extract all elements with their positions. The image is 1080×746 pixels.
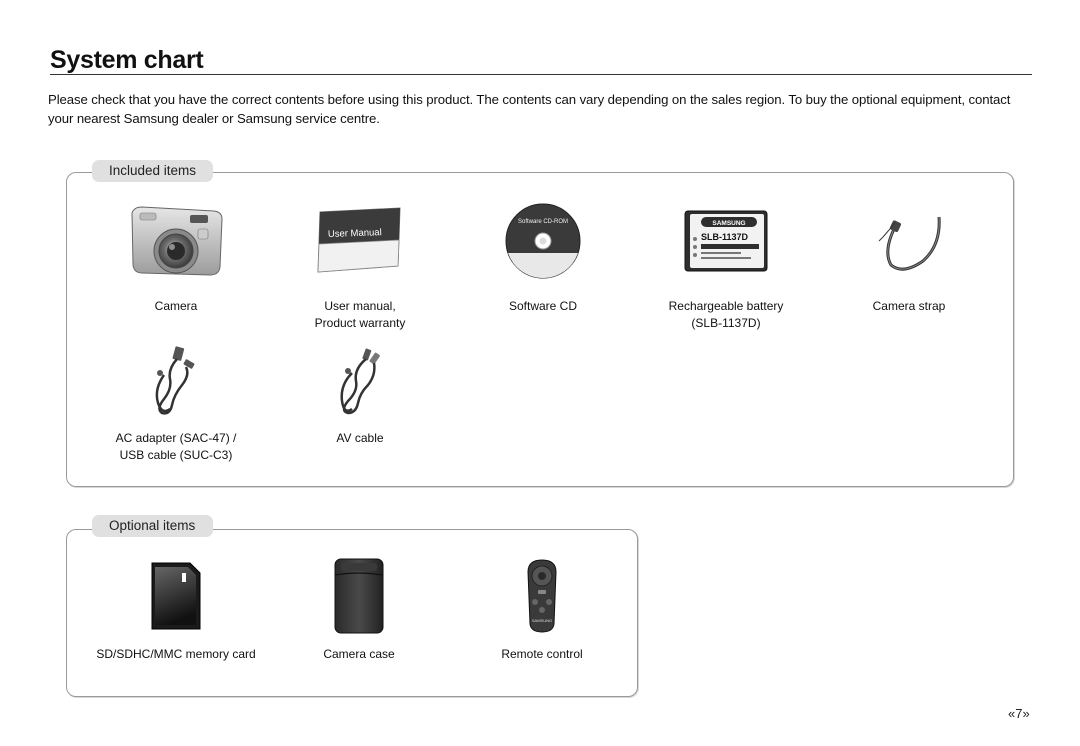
item-av-cable — [270, 345, 450, 447]
item-battery — [636, 198, 816, 332]
item-memory-card — [86, 556, 266, 663]
title-rule — [50, 74, 1032, 75]
item-caption: AV cable — [336, 431, 384, 445]
item-caption: SD/SDHC/MMC memory card — [96, 647, 256, 661]
intro-text: Please check that you have the correct contents before using this product. The contents can vary depending on the sales region. To buy the optional equipment, contact your nearest Samsung dealer or Samsung service centre. — [48, 92, 1011, 126]
camera-case-icon — [331, 557, 387, 635]
item-user-manual — [270, 198, 450, 332]
page-title: System chart — [50, 46, 204, 74]
item-software-cd — [453, 198, 633, 315]
item-caption-line2: Product warranty — [314, 316, 406, 330]
remote-brand-text: SAMSUNG — [531, 618, 553, 623]
software-cd-icon — [503, 201, 583, 281]
included-items-heading: Included items — [92, 160, 213, 182]
item-caption-line2: USB cable (SUC-C3) — [119, 448, 233, 462]
page-number: «7» — [1008, 706, 1030, 721]
item-caption: AC adapter (SAC-47) / — [115, 431, 237, 445]
remote-control-icon — [522, 558, 562, 634]
item-caption: Software CD — [508, 299, 578, 313]
item-caption: Remote control — [501, 647, 583, 661]
item-camera-strap — [819, 198, 999, 315]
item-caption: Camera strap — [872, 299, 946, 313]
item-remote-control — [452, 556, 632, 663]
user-manual-icon — [312, 206, 408, 276]
memory-card-icon — [146, 559, 206, 633]
cd-label-text: Software CD-ROM — [517, 219, 569, 225]
camera-strap-icon — [869, 201, 949, 281]
item-caption: Rechargeable battery — [668, 299, 784, 313]
item-caption: User manual, — [324, 299, 396, 313]
item-camera — [86, 198, 266, 315]
item-caption: Camera — [154, 299, 198, 313]
item-caption: Camera case — [323, 647, 395, 661]
usb-cable-icon — [146, 345, 206, 417]
item-caption-line2: (SLB-1137D) — [691, 316, 761, 330]
optional-items-heading: Optional items — [92, 515, 213, 537]
av-cable-icon — [330, 345, 390, 417]
battery-model-text: SLB-1137D — [701, 232, 749, 242]
camera-icon — [126, 203, 226, 279]
item-usb-cable — [86, 345, 266, 464]
item-camera-case — [269, 556, 449, 663]
battery-icon — [681, 207, 771, 275]
battery-brand-text: SAMSUNG — [712, 220, 746, 227]
manual-cover-text: User Manual — [327, 227, 382, 240]
